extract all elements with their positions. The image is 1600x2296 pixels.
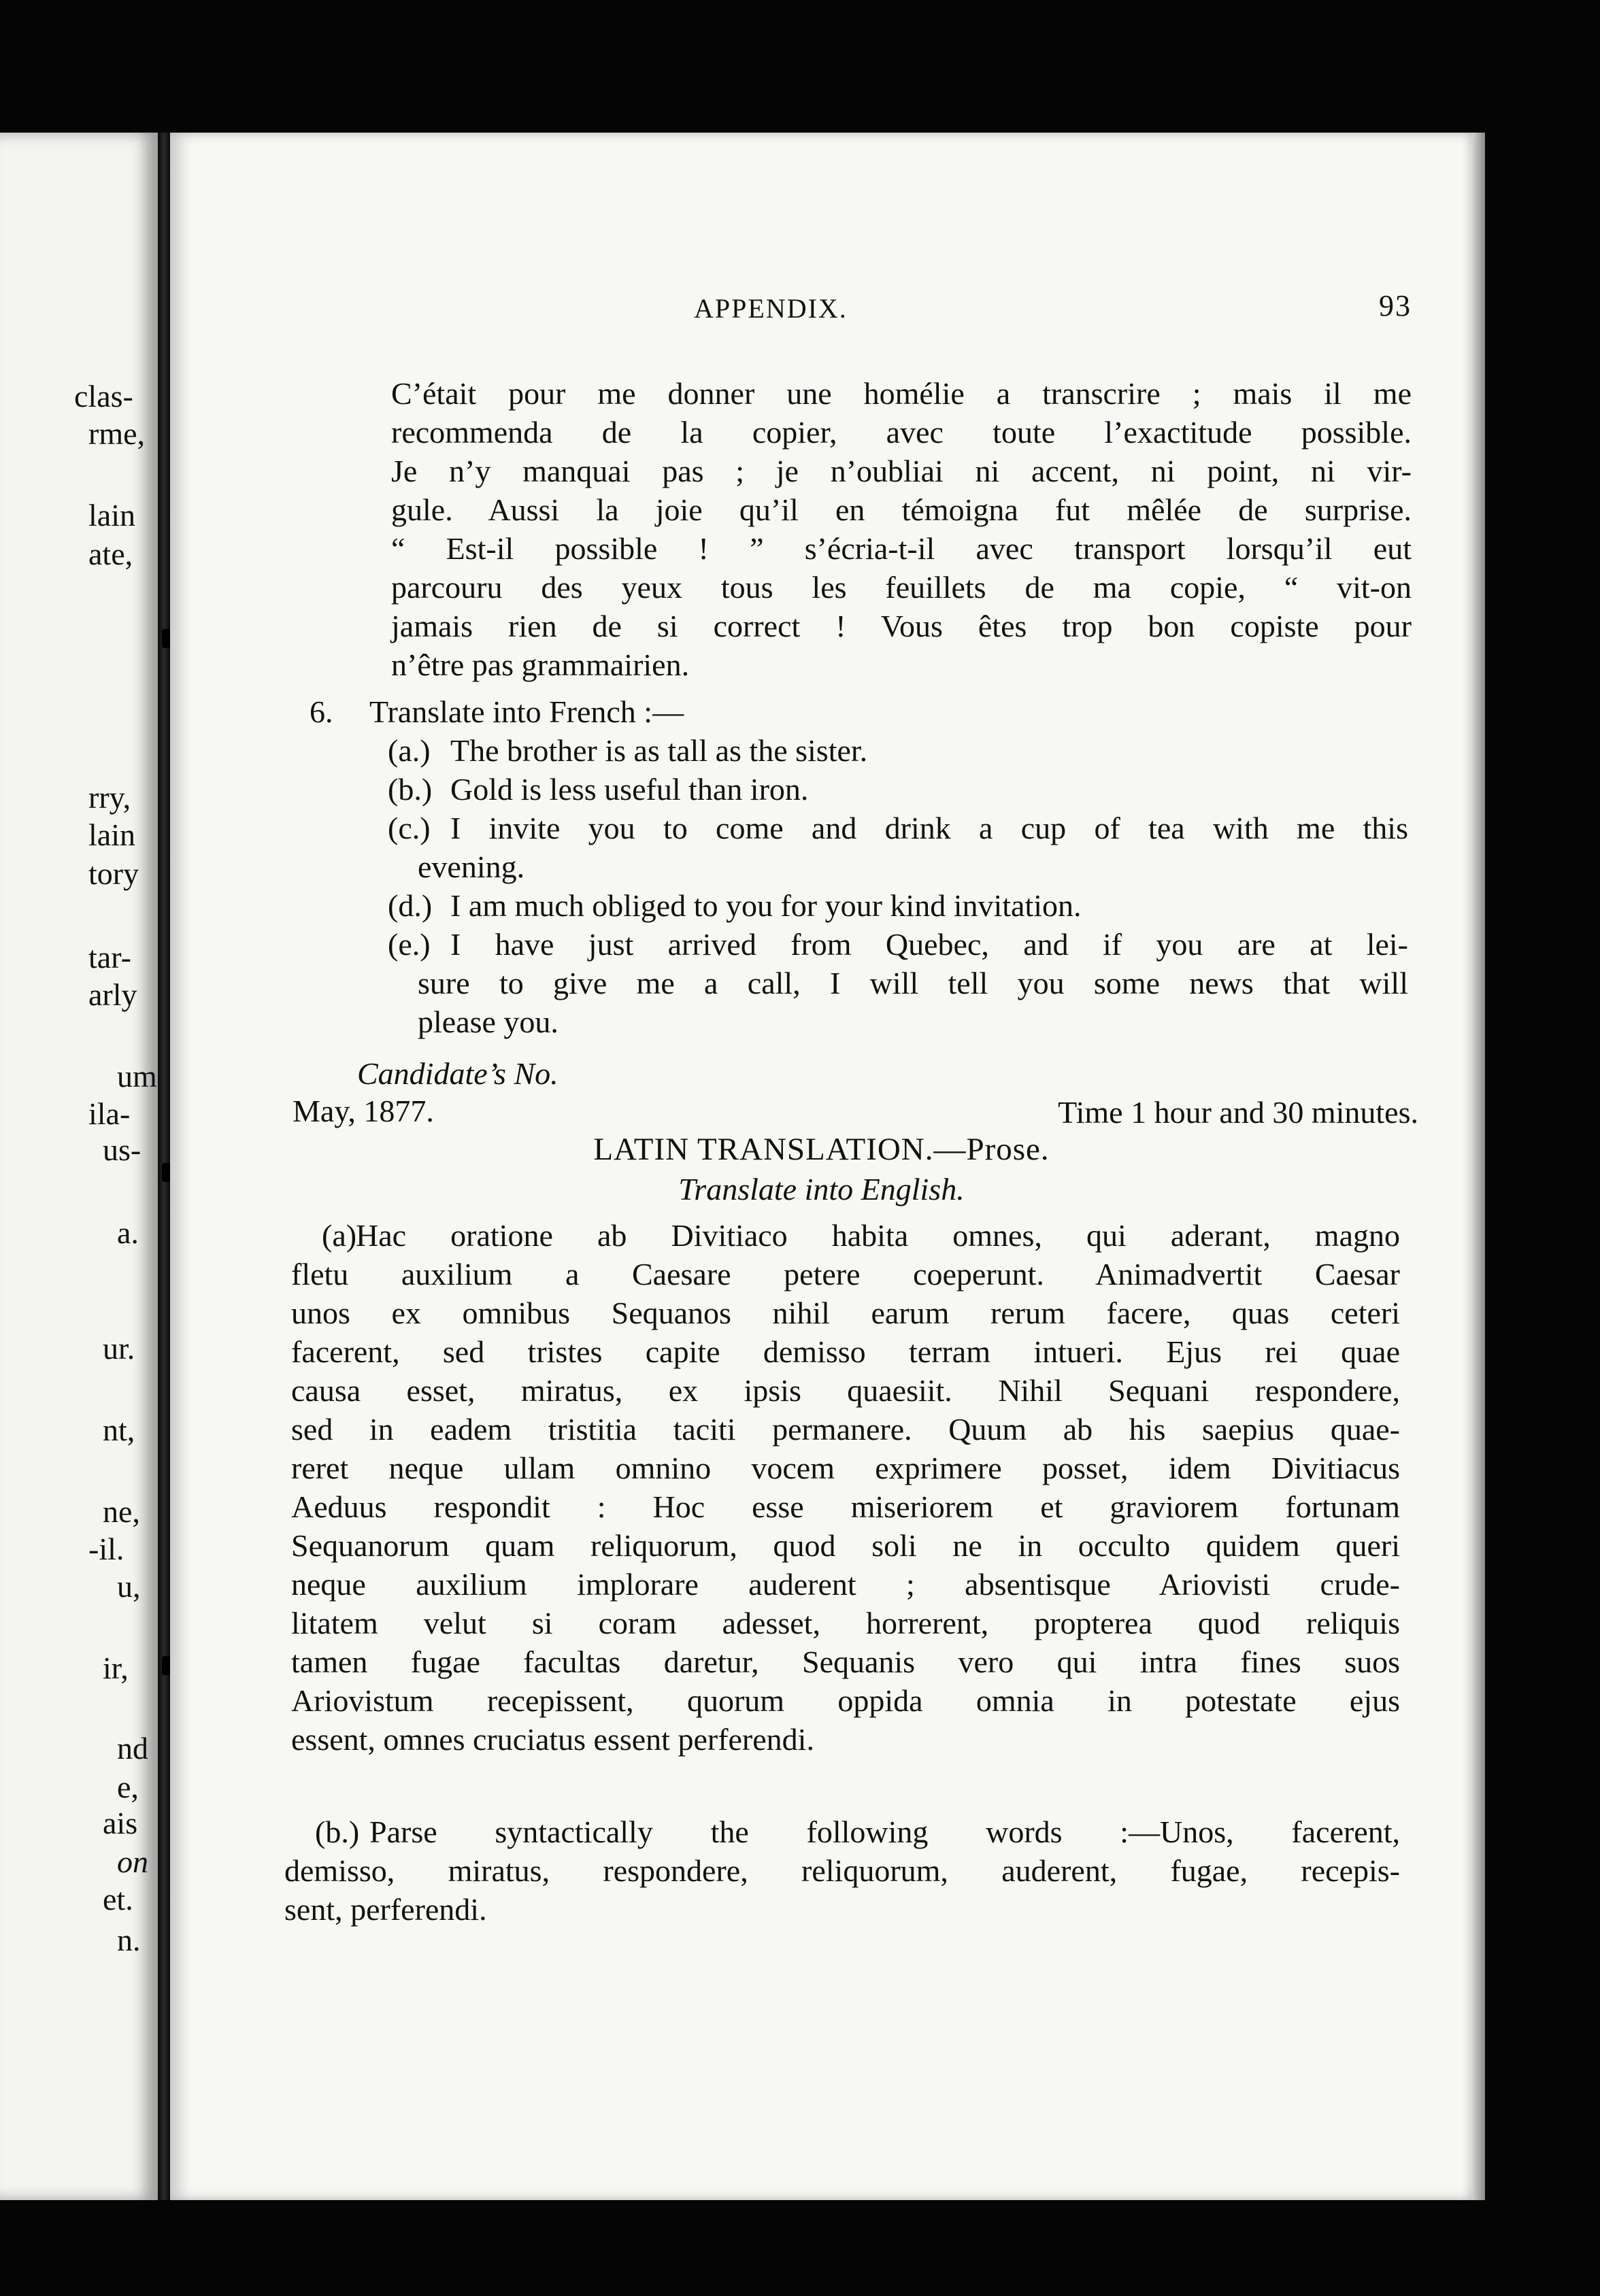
left-page-fragment: um	[117, 1059, 157, 1094]
text-line: Ariovistum recepissent, quorum oppida omnia in potestate ejus	[291, 1683, 1400, 1718]
left-page-fragment: ir,	[103, 1651, 129, 1685]
item-label: (e.)	[388, 927, 431, 962]
left-page-fragment: a.	[117, 1215, 139, 1250]
question-item	[388, 731, 1408, 770]
left-page-fragment: tar-	[88, 940, 131, 975]
exam-subtitle: Translate into English.	[678, 1172, 965, 1206]
item-label: (c.)	[388, 811, 431, 845]
item-text: The brother is as tall as the sister.	[450, 733, 868, 768]
latin-passage-a	[291, 1216, 1400, 1759]
item-label: (b.)	[388, 772, 433, 807]
question-number: 6.	[310, 694, 333, 729]
question-item	[388, 925, 1408, 1041]
text-line: Je n’y manquai pas ; je n’oubliai ni accent, ni point, ni vir-	[391, 454, 1412, 488]
text-line: fletu auxilium a Caesare petere coeperunt. Animadvertit Caesar	[291, 1257, 1400, 1292]
text-line: gule. Aussi la joie qu’il en témoigna fut mêlée de surprise.	[391, 492, 1412, 527]
text-line: C’était pour me donner une homélie a transcrire ; mais il me	[391, 376, 1412, 411]
question-item	[388, 886, 1408, 925]
left-page-fragment: ais	[103, 1806, 138, 1840]
item-text: please you.	[418, 1004, 559, 1039]
left-page-fragment: e,	[117, 1770, 139, 1804]
left-page-fragment: tory	[88, 856, 139, 891]
left-page-fragment: rry,	[88, 780, 131, 815]
page-number: 93	[1379, 289, 1412, 322]
text-line: recommenda de la copier, avec toute l’exactitude possible.	[391, 415, 1412, 450]
left-page-fragment: rme,	[88, 416, 146, 451]
exam-date: May, 1877.	[293, 1094, 434, 1128]
text-line: neque auxilium implorare auderent ; absentisque Ariovisti crude-	[291, 1567, 1400, 1602]
left-page-fragment: on	[117, 1844, 148, 1879]
text-line: demisso, miratus, respondere, reliquorum, auderent, fugae, recepis-	[284, 1853, 1400, 1888]
text-line: unos ex omnibus Sequanos nihil earum rerum facere, quas ceteri	[291, 1296, 1400, 1330]
question-6	[310, 692, 1466, 731]
left-page-fragment: et.	[103, 1882, 133, 1917]
exam-time: Time 1 hour and 30 minutes.	[1058, 1095, 1418, 1130]
text-line: “ Est-il possible ! ” s’écria-t-il avec transport lorsqu’il eut	[391, 531, 1412, 566]
left-page-fragment: ate,	[88, 537, 133, 571]
item-text: sure to give me a call, I will tell you some news that will	[418, 966, 1408, 1000]
left-page-fragment: us-	[103, 1132, 141, 1167]
text-line: Sequanorum quam reliquorum, quod soli ne in occulto quidem queri	[291, 1528, 1400, 1563]
text-line: reret neque ullam omnino vocem exprimere posset, idem Divitiacus	[291, 1451, 1400, 1485]
text-line: tamen fugae facultas daretur, Sequanis vero qui intra fines suos	[291, 1644, 1400, 1679]
text-line: facerent, sed tristes capite demisso terram intueri. Ejus rei quae	[291, 1334, 1400, 1369]
text-line	[284, 1812, 1400, 1851]
left-page-fragment: ila-	[88, 1096, 131, 1131]
french-passage	[391, 374, 1412, 684]
left-page-fragment: ur.	[103, 1331, 135, 1366]
line-text: Hac oratione ab Divitiaco habita omnes, qui aderant, magno	[356, 1218, 1400, 1253]
left-page-fragment: clas-	[74, 379, 133, 413]
left-page-fragment: ne,	[103, 1494, 140, 1529]
text-line: Aeduus respondit : Hoc esse miseriorem et graviorem fortunam	[291, 1489, 1400, 1524]
text-line: sed in eadem tristitia taciti permanere. Quum ab his saepius quae-	[291, 1412, 1400, 1447]
running-head: APPENDIX.	[694, 293, 848, 324]
candidate-number-label: Candidate’s No.	[357, 1056, 559, 1091]
item-label: (a)	[322, 1218, 357, 1253]
line-text: Parse syntactically the following words :—Unos, facerent,	[369, 1814, 1400, 1849]
book-page	[170, 133, 1473, 2200]
item-label: (b.)	[315, 1814, 360, 1849]
text-line: sent, perferendi.	[284, 1892, 487, 1927]
text-line	[291, 1216, 1400, 1255]
item-label: (a.)	[388, 733, 431, 768]
item-text: I have just arrived from Quebec, and if you are at lei-	[450, 927, 1408, 962]
text-line: parcouru des yeux tous les feuillets de ma copie, “ vit-on	[391, 570, 1412, 605]
left-page-fragment: n.	[117, 1923, 141, 1957]
text-line: litatem velut si coram adesset, horrerent, propterea quod reliquis	[291, 1606, 1400, 1640]
text-line: essent, omnes cruciatus essent perferendi.	[291, 1722, 814, 1757]
item-label: (d.)	[388, 888, 433, 923]
question-item	[388, 809, 1408, 886]
page-edge	[1473, 133, 1485, 2200]
item-text: I am much obliged to you for your kind invitation.	[450, 888, 1082, 923]
text-line: causa esset, miratus, ex ipsis quaesiit. Nihil Sequani respondere,	[291, 1373, 1400, 1408]
left-page-fragment: lain	[88, 498, 135, 533]
left-page-fragment: arly	[88, 977, 137, 1012]
left-page-fragment: nd	[117, 1731, 148, 1766]
left-page-fragment: nt,	[103, 1413, 135, 1447]
left-page-fragment: lain	[88, 817, 135, 852]
left-page-fragment: -il.	[88, 1532, 124, 1566]
item-text: I invite you to come and drink a cup of tea with me this	[450, 811, 1408, 845]
item-text: Gold is less useful than iron.	[450, 772, 809, 807]
latin-question-b	[284, 1812, 1400, 1929]
question-6-items	[388, 731, 1408, 1041]
question-item	[388, 770, 1408, 809]
exam-title: LATIN TRANSLATION.—Prose.	[593, 1132, 1050, 1167]
item-text: evening.	[418, 849, 525, 884]
text-line: jamais rien de si correct ! Vous êtes trop bon copiste pour	[391, 609, 1412, 643]
question-instruction: Translate into French :—	[369, 694, 684, 729]
left-page-fragment: u,	[117, 1569, 141, 1604]
text-line: n’être pas grammairien.	[391, 647, 690, 682]
